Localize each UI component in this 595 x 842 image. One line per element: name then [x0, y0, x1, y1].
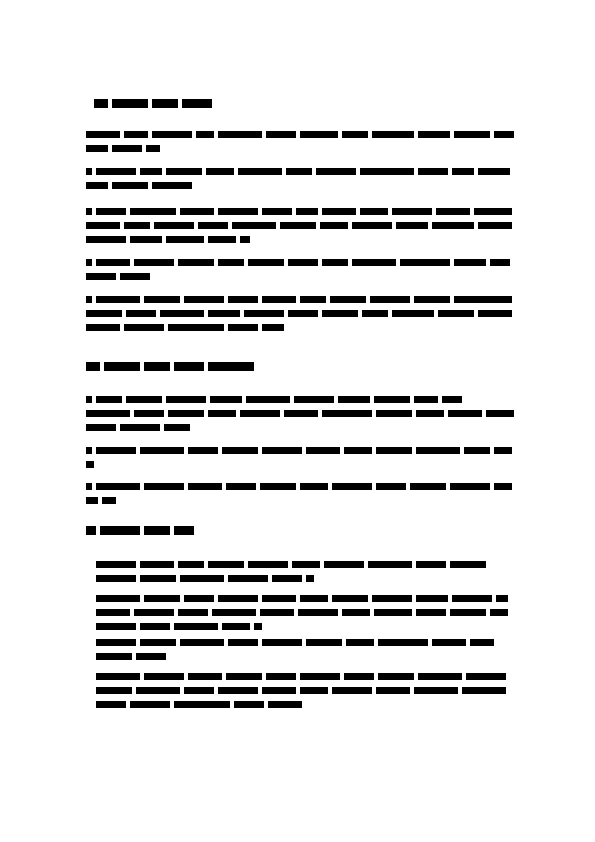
section-3-paragraph-1 — [96, 561, 506, 589]
section-3-heading — [86, 525, 196, 536]
section-2-heading — [86, 361, 256, 372]
section-3-paragraph-4 — [96, 673, 510, 715]
section-2-paragraph-2 — [86, 447, 514, 475]
section-1-paragraph-3 — [86, 208, 514, 250]
section-2-paragraph-3 — [86, 483, 514, 511]
section-1-heading — [94, 98, 214, 109]
section-3-paragraph-2 — [96, 595, 510, 637]
section-3-paragraph-3 — [96, 639, 506, 667]
section-1-paragraph-4 — [86, 259, 512, 287]
section-1-paragraph-2 — [86, 168, 512, 196]
section-2-paragraph-1 — [86, 396, 516, 438]
section-1-lead-paragraph — [86, 131, 516, 159]
section-1-paragraph-5 — [86, 296, 514, 338]
